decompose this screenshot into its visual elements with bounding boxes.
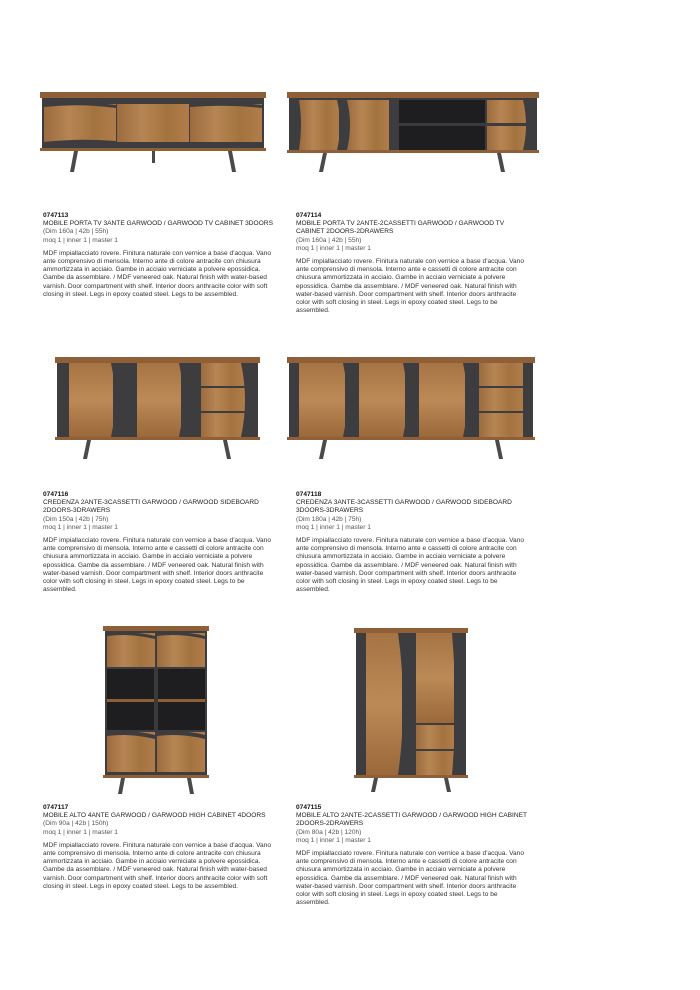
product-image-0747118 (287, 355, 535, 461)
product-image-0747113 (40, 90, 266, 174)
product-card-0747116 (43, 491, 275, 594)
product-image-0747116 (55, 355, 260, 461)
product-dimensions: (Dim 80a | 42b | 120h) (296, 828, 362, 836)
product-moq: moq 1 | inner 1 | master 1 (296, 244, 371, 252)
product-dimensions: (Dim 160a | 42b | 55h) (43, 228, 109, 236)
product-name: CREDENZA 3ANTE-3CASSETTI GARWOOD / GARWOOD SIDEBOARD 3DOORS-3DRAWERS (296, 499, 512, 515)
product-moq: moq 1 | inner 1 | master 1 (296, 523, 371, 531)
product-code: 0747115 (296, 804, 322, 811)
product-image-0747117 (103, 624, 209, 796)
product-card-0747115 (296, 804, 528, 907)
product-image-0747115 (354, 626, 468, 794)
product-description: MDF impiallacciato rovere. Finitura naturale con vernice a base d'acqua. Vano ante comprensivo di mensola. Interno ante e cassetti di colore antracite con chiusura ammortizzata in acciaio. Gambe in acciaio verniciate a polvere epossidica. Gambe da assemblare. / MDF veneered oak. Natural finish with water-based varnish. Door compartment with shelf. Interior doors anthracite color with soft closing in steel. Legs in epoxy coated steel. Legs to be assembled. (296, 258, 525, 315)
product-dimensions: (Dim 90a | 42b | 150h) (43, 820, 109, 828)
product-moq: moq 1 | inner 1 | master 1 (43, 523, 118, 531)
product-name: CREDENZA 2ANTE-3CASSETTI GARWOOD / GARWOOD SIDEBOARD 2DOORS-3DRAWERS (43, 499, 259, 515)
product-description: MDF impiallacciato rovere. Finitura naturale con vernice a base d'acqua. Vano ante comprensivo di mensola. Interno ante di colore antracite con chiusura ammortizzata in acciaio. Gambe in acciaio verniciate a polvere epossidica. Gambe da assemblare. / MDF veneered oak. Natural finish with water-based varnish. Door compartment with shelf. Interior doors anthracite color with soft closing in steel. Legs in epoxy coated steel. Legs to be assembled. (43, 841, 272, 890)
product-code: 0747114 (296, 212, 322, 219)
product-code: 0747117 (43, 804, 69, 811)
product-name: MOBILE ALTO 2ANTE-2CASSETTI GARWOOD / GARWOOD HIGH CABINET 2DOORS-2DRAWERS (296, 812, 527, 828)
product-dimensions: (Dim 180a | 42b | 75h) (296, 515, 362, 523)
product-description: MDF impiallacciato rovere. Finitura naturale con vernice a base d'acqua. Vano ante comprensivo di mensola. Interno ante e cassetti di colore antracite con chiusura ammortizzata in acciaio. Gambe in acciaio verniciate a polvere epossidica. Gambe da assemblare. / MDF veneered oak. Natural finish with water-based varnish. Door compartment with shelf. Interior doors anthracite color with soft closing in steel. Legs in epoxy coated steel. Legs to be assembled. (296, 537, 525, 594)
product-moq: moq 1 | inner 1 | master 1 (43, 236, 118, 244)
product-description: MDF impiallacciato rovere. Finitura naturale con vernice a base d'acqua. Vano ante comprensivo di mensola. Interno ante di colore antracite con chiusura ammortizzata in acciaio. Gambe in acciaio verniciate a polvere epossidica. Gambe da assemblare. / MDF veneered oak. Natural finish with water-based varnish. Door compartment with shelf. Interior doors anthracite color with soft closing in steel. Legs in epoxy coated steel. Legs to be assembled. (43, 249, 272, 298)
product-card-0747118 (296, 491, 528, 594)
product-dimensions: (Dim 150a | 42b | 75h) (43, 515, 109, 523)
product-card-0747114 (296, 212, 528, 315)
product-description: MDF impiallacciato rovere. Finitura naturale con vernice a base d'acqua. Vano ante comprensivo di mensola. Interno ante e cassetti di colore antracite con chiusura ammortizzata in acciaio. Gambe in acciaio verniciate a polvere epossidica. Gambe da assemblare. / MDF veneered oak. Natural finish with water-based varnish. Door compartment with shelf. Interior doors anthracite color with soft closing in steel. Legs in epoxy coated steel. Legs to be assembled. (296, 850, 525, 907)
product-description: MDF impiallacciato rovere. Finitura naturale con vernice a base d'acqua. Vano ante comprensivo di mensola. Interno ante e cassetti di colore antracite con chiusura ammortizzata in acciaio. Gambe in acciaio verniciate a polvere epossidica. Gambe da assemblare. / MDF veneered oak. Natural finish with water-based varnish. Door compartment with shelf. Interior doors anthracite color with soft closing in steel. Legs in epoxy coated steel. Legs to be assembled. (43, 537, 272, 594)
product-name: MOBILE ALTO 4ANTE GARWOOD / GARWOOD HIGH CABINET 4DOORS (43, 812, 266, 820)
product-name: MOBILE PORTA TV 2ANTE-2CASSETTI GARWOOD / GARWOOD TV CABINET 2DOORS-2DRAWERS (296, 220, 505, 236)
product-code: 0747116 (43, 491, 69, 498)
product-dimensions: (Dim 160a | 42b | 55h) (296, 236, 362, 244)
product-card-0747113 (43, 212, 275, 299)
product-image-0747114 (287, 90, 539, 174)
product-card-0747117 (43, 804, 275, 891)
product-name: MOBILE PORTA TV 3ANTE GARWOOD / GARWOOD TV CABINET 3DOORS (43, 220, 273, 228)
product-moq: moq 1 | inner 1 | master 1 (43, 828, 118, 836)
product-code: 0747113 (43, 212, 69, 219)
product-moq: moq 1 | inner 1 | master 1 (296, 836, 371, 844)
product-code: 0747118 (296, 491, 322, 498)
